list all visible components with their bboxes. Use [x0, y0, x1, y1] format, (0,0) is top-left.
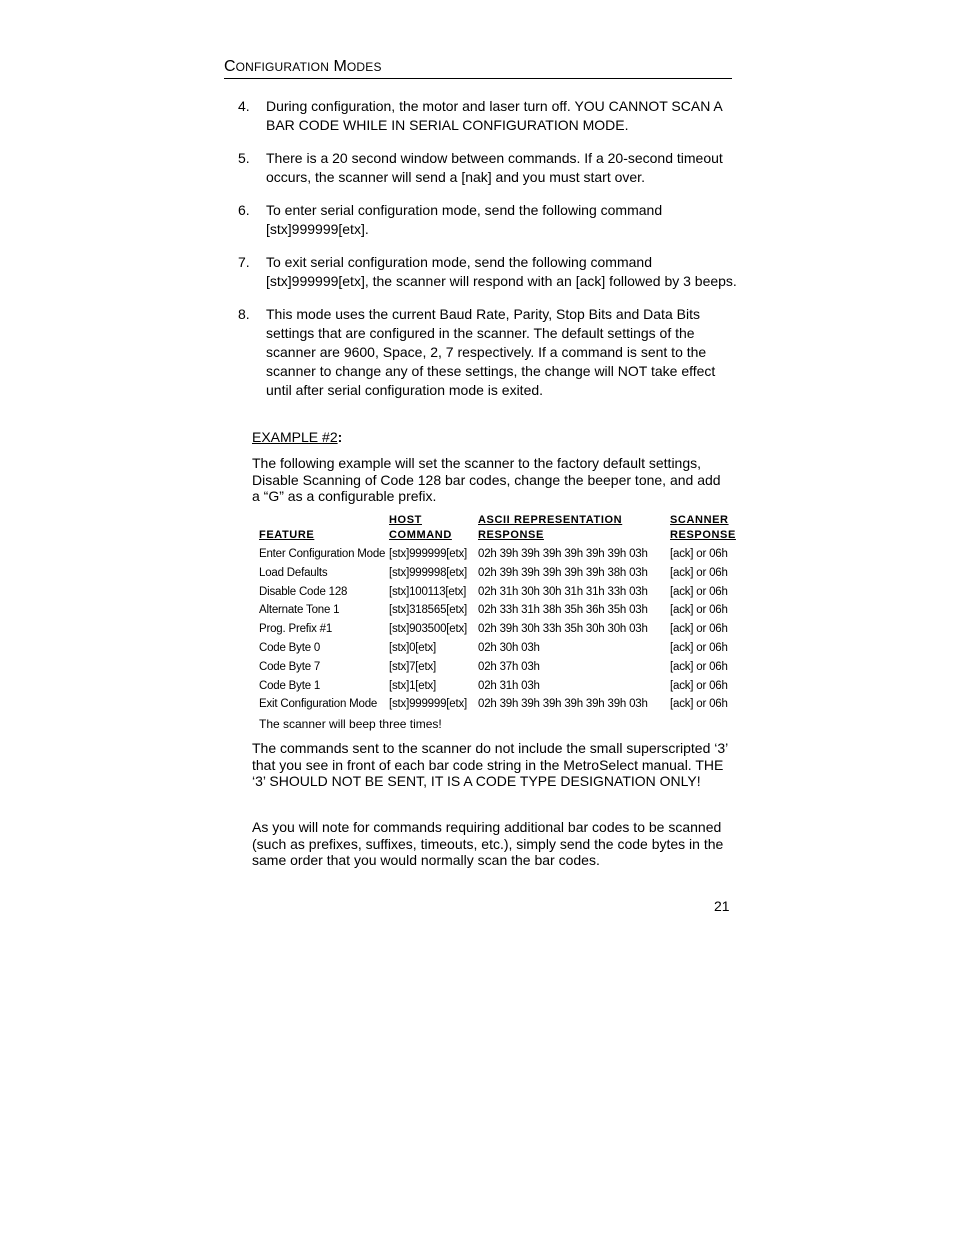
page-number: 21	[714, 898, 730, 914]
header-word-2: ODES	[346, 60, 382, 74]
command-cell: [stx]100113[etx]	[389, 585, 467, 598]
example-colon: :	[337, 429, 343, 445]
feature-cell: Code Byte 7	[259, 660, 321, 673]
table-row	[259, 677, 739, 696]
response-cell: [ack] or 06h	[670, 641, 728, 654]
ascii-cell: 02h 37h 03h	[478, 660, 540, 673]
table-row	[259, 564, 739, 583]
feature-cell: Code Byte 1	[259, 679, 321, 692]
header-initial-2: M	[333, 58, 347, 75]
example-label: EXAMPLE #2	[252, 429, 338, 445]
command-table	[259, 513, 739, 714]
section-header	[224, 57, 732, 79]
feature-cell: Code Byte 0	[259, 641, 321, 654]
step-text: To enter serial configuration mode, send the following command [stx]999999[etx].	[266, 202, 663, 237]
response-cell: [ack] or 06h	[670, 660, 728, 673]
response-cell: [ack] or 06h	[670, 566, 728, 579]
table-footnote: The scanner will beep three times!	[259, 717, 442, 731]
step-text: This mode uses the current Baud Rate, Parity, Stop Bits and Data Bits settings that are configured in the scanner. The default settings of the scanner are 9600, Space, 2, 7 respectively. If a command is sent to the scanner to change any of these settings, the change will NOT take effect until after serial configuration mode is exited.	[266, 306, 716, 398]
step-number: 5.	[238, 150, 250, 166]
ascii-cell: 02h 39h 30h 33h 35h 30h 30h 03h	[478, 623, 648, 636]
table-row	[259, 695, 739, 714]
step-text: There is a 20 second window between commands. If a 20-second timeout occurs, the scanner will send a [nak] and you must start over.	[266, 150, 723, 185]
step-number: 8.	[238, 306, 250, 322]
response-cell: [ack] or 06h	[670, 604, 728, 617]
table-row	[259, 639, 739, 658]
example-heading	[252, 429, 732, 446]
command-cell: [stx]999999[etx]	[389, 698, 467, 711]
step-number: 6.	[238, 202, 250, 218]
table-row	[259, 658, 739, 677]
ascii-cell: 02h 31h 03h	[478, 679, 540, 692]
command-cell: [stx]7[etx]	[389, 660, 437, 673]
table-row	[259, 601, 739, 620]
step-text: During configuration, the motor and laser turn off. YOU CANNOT SCAN A BAR CODE WHILE IN SERIAL CONFIGURATION MODE.	[266, 98, 722, 133]
ascii-header: ASCII REPRESENTATION RESPONSE	[478, 514, 623, 541]
header-initial-1: C	[224, 58, 236, 75]
example-intro: The following example will set the scanner to the factory default settings, Disable Scanning of Code 128 bar codes, change the beeper tone, and add a “G” as a configurable prefix.	[252, 455, 721, 504]
table-row	[259, 583, 739, 602]
feature-cell: Exit Configuration Mode	[259, 698, 378, 711]
feature-cell: Prog. Prefix #1	[259, 623, 333, 636]
response-cell: [ack] or 06h	[670, 548, 728, 560]
feature-cell: Disable Code 128	[259, 585, 348, 598]
header-word-1: ONFIGURATION	[235, 60, 330, 74]
step-number: 4.	[238, 98, 250, 114]
scanner-response-header: SCANNER RESPONSE	[670, 514, 736, 541]
ascii-cell: 02h 39h 39h 39h 39h 39h 39h 03h	[478, 548, 648, 560]
step-number: 7.	[238, 254, 250, 270]
steps-list	[238, 97, 738, 414]
list-item	[238, 253, 738, 291]
ascii-cell: 02h 39h 39h 39h 39h 39h 39h 03h	[478, 698, 648, 711]
feature-header: FEATURE	[259, 529, 315, 541]
command-cell: [stx]318565[etx]	[389, 604, 467, 617]
command-cell: [stx]999999[etx]	[389, 548, 467, 560]
note-superscript: The commands sent to the scanner do not include the small superscripted ‘3’ that you see in front of each bar code string in the MetroSelect manual. THE ‘3’ SHOULD NOT BE SENT, IT IS A CODE TYPE DESIGNATION ONLY!	[252, 740, 728, 789]
feature-cell: Load Defaults	[259, 566, 328, 579]
ascii-cell: 02h 33h 31h 38h 35h 36h 35h 03h	[478, 604, 648, 617]
command-cell: [stx]0[etx]	[389, 641, 437, 654]
table-row	[259, 545, 739, 564]
feature-cell: Alternate Tone 1	[259, 604, 340, 617]
command-cell: [stx]1[etx]	[389, 679, 437, 692]
table-header-row	[259, 513, 739, 545]
list-item	[238, 305, 738, 400]
ascii-cell: 02h 31h 30h 30h 31h 31h 33h 03h	[478, 585, 648, 598]
command-cell: [stx]903500[etx]	[389, 623, 467, 636]
table-row	[259, 620, 739, 639]
ascii-cell: 02h 30h 03h	[478, 641, 540, 654]
response-cell: [ack] or 06h	[670, 623, 728, 636]
list-item	[238, 201, 738, 239]
note-additional-codes: As you will note for commands requiring additional bar codes to be scanned (such as prefixes, suffixes, timeouts, etc.), simply send the code bytes in the same order that you would normally scan the bar codes.	[252, 819, 724, 868]
feature-cell: Enter Configuration Mode	[259, 548, 386, 560]
step-text: To exit serial configuration mode, send the following command [stx]999999[etx], the scanner will respond with an [ack] followed by 3 beeps.	[266, 254, 737, 289]
list-item	[238, 97, 738, 135]
command-cell: [stx]999998[etx]	[389, 566, 467, 579]
list-item	[238, 149, 738, 187]
ascii-cell: 02h 39h 39h 39h 39h 39h 38h 03h	[478, 566, 648, 579]
response-cell: [ack] or 06h	[670, 679, 728, 692]
host-command-header: HOST COMMAND	[389, 514, 452, 541]
response-cell: [ack] or 06h	[670, 585, 728, 598]
response-cell: [ack] or 06h	[670, 698, 728, 711]
